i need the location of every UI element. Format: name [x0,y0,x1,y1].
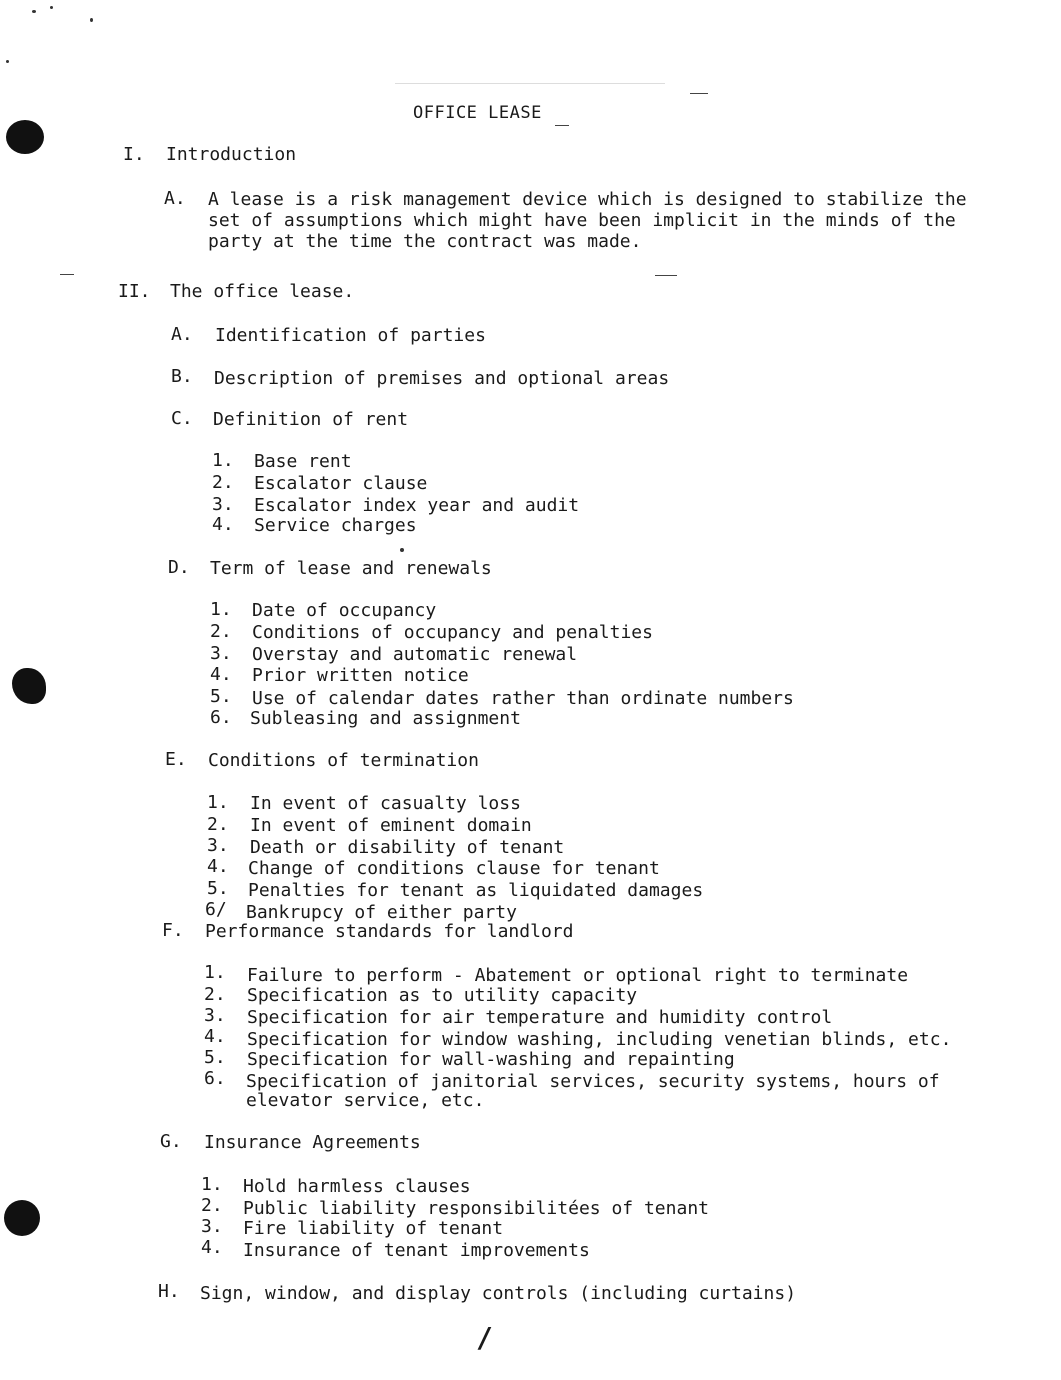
item-label: Identification of parties [215,325,486,346]
item-label: Definition of rent [213,409,409,430]
item-letter: B. [171,366,193,387]
paragraph-line: party at the time the contract was made. [208,231,642,252]
sub-item: Fire liability of tenant [243,1218,504,1239]
sub-number: 6. [210,707,232,728]
sub-number: 4. [204,1026,226,1047]
sub-number: 1. [210,599,232,620]
sub-item: Escalator index year and audit [254,495,580,516]
sub-number: 2. [201,1195,223,1216]
item-letter: D. [168,557,190,578]
scan-dash [395,83,665,84]
sub-item: Specification for window washing, including venetian blinds, etc. [247,1029,952,1050]
sub-item: Base rent [254,451,352,472]
item-label: Performance standards for landlord [205,921,574,942]
item-label: Term of lease and renewals [210,558,492,579]
scan-dash [60,274,74,275]
item-letter: C. [171,408,193,429]
speck [50,6,53,9]
punch-hole-bottom [4,1200,40,1236]
section-heading: Introduction [166,144,297,165]
scan-dash [555,125,569,126]
punch-hole-top [6,120,44,154]
item-letter: E. [165,749,187,770]
item-label: Description of premises and optional areas [214,368,670,389]
sub-item: Failure to perform - Abatement or optional right to terminate [247,965,909,986]
item-label: Insurance Agreements [204,1132,421,1153]
paragraph-line: set of assumptions which might have been implicit in the minds of the [208,210,956,231]
sub-item: Date of occupancy [252,600,437,621]
sub-number: 2. [204,984,226,1005]
sub-item: In event of eminent domain [250,815,532,836]
sub-item: Specification for air temperature and humidity control [247,1007,833,1028]
sub-item: In event of casualty loss [250,793,521,814]
paragraph-line: A lease is a risk management device which is designed to stabilize the [208,189,967,210]
sub-number: 2. [207,814,229,835]
item-letter: H. [158,1281,180,1302]
item-letter: F. [162,920,184,941]
sub-number: 3. [212,494,234,515]
item-letter: G. [160,1131,182,1152]
sub-item: Specification as to utility capacity [247,985,638,1006]
sub-item: Overstay and automatic renewal [252,644,578,665]
item-letter: A. [171,324,193,345]
sub-number: 3. [204,1005,226,1026]
sub-number: 1. [204,962,226,983]
item-label: Conditions of termination [208,750,479,771]
sub-number: 6. [204,1068,226,1089]
sub-number: 4. [207,856,229,877]
section-numeral: II. [118,281,151,302]
item-label: Sign, window, and display controls (including curtains) [200,1283,797,1304]
sub-number: 6/ [205,899,227,920]
sub-item: Specification for wall-washing and repainting [247,1049,735,1070]
sub-item: Use of calendar dates rather than ordinate numbers [252,688,794,709]
sub-item: Bankrupcy of either party [246,902,517,923]
section-numeral: I. [123,144,145,165]
sub-item-continuation: elevator service, etc. [246,1090,485,1111]
sub-number: 4. [212,514,234,535]
sub-item: Subleasing and assignment [250,708,521,729]
sub-number: 5. [207,878,229,899]
sub-number: 3. [201,1216,223,1237]
sub-number: 1. [201,1174,223,1195]
sub-number: 2. [210,621,232,642]
item-letter: A. [164,188,186,209]
sub-number: 1. [212,450,234,471]
speck [6,60,9,63]
speck [90,18,93,22]
sub-item: Conditions of occupancy and penalties [252,622,653,643]
sub-number: 4. [210,664,232,685]
punch-hole-middle [12,668,46,704]
sub-item: Hold harmless clauses [243,1176,471,1197]
sub-number: 4. [201,1237,223,1258]
page-mark: / [476,1321,493,1354]
sub-item: Prior written notice [252,665,469,686]
speck [32,10,36,13]
sub-number: 1. [207,792,229,813]
sub-number: 2. [212,472,234,493]
sub-number: 5. [204,1047,226,1068]
speck [400,548,404,552]
sub-item: Specification of janitorial services, security systems, hours of [246,1071,940,1092]
sub-item: Insurance of tenant improvements [243,1240,590,1261]
sub-item: Change of conditions clause for tenant [248,858,660,879]
sub-item: Public liability responsibilitées of tenant [243,1198,709,1219]
scan-dash [655,275,677,276]
sub-item: Death or disability of tenant [250,837,565,858]
sub-number: 3. [210,643,232,664]
page-title: OFFICE LEASE [413,103,542,123]
sub-item: Escalator clause [254,473,428,494]
scan-dash [690,93,708,94]
sub-item: Service charges [254,515,417,536]
sub-number: 5. [210,686,232,707]
sub-number: 3. [207,835,229,856]
section-heading: The office lease. [170,281,355,302]
sub-item: Penalties for tenant as liquidated damages [248,880,704,901]
